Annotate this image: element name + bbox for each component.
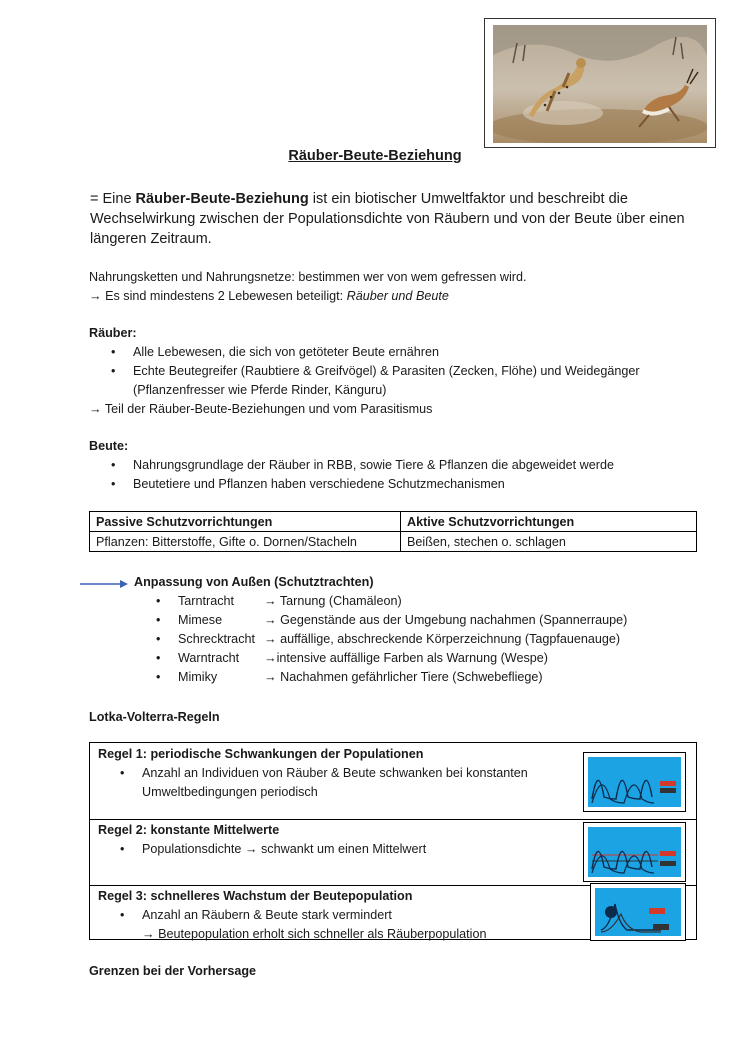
table-cell: Beißen, stechen o. schlagen bbox=[401, 532, 697, 552]
rule-1-chart-thumbnail bbox=[583, 752, 686, 812]
list-item: • Mimiky → Nachahmen gefährlicher Tiere (Schwebefliege) bbox=[134, 668, 724, 687]
rule-3-note: → Beutepopulation erholt sich schneller als Räuberpopulation bbox=[142, 927, 487, 941]
prey-section bbox=[89, 437, 709, 494]
list-item: • Anzahl an Individuen von Räuber & Beute schwanken bei konstanten Umweltbedingungen periodisch bbox=[98, 764, 558, 802]
intro-paragraph: = Eine Räuber-Beute-Beziehung ist ein biotischer Umweltfaktor und beschreibt die Wechselwirkung zwischen der Populationsdichte von Räubern und von der Beute über einen längeren Zeitraum. bbox=[90, 191, 685, 247]
list-item: • Mimese → Gegenstände aus der Umgebung nachahmen (Spannerraupe) bbox=[134, 611, 724, 630]
predator-heading: Räuber: bbox=[89, 326, 137, 340]
limits-heading: Grenzen bei der Vorhersage bbox=[89, 964, 257, 978]
rule-3-chart-thumbnail bbox=[590, 883, 686, 941]
arrow-right-icon bbox=[80, 578, 130, 590]
protection-table bbox=[89, 511, 697, 552]
predator-section bbox=[89, 324, 709, 419]
lotka-heading: Lotka-Volterra-Regeln bbox=[89, 710, 220, 724]
prey-heading: Beute: bbox=[89, 439, 129, 453]
list-item: • Beutetiere und Pflanzen haben verschiedene Schutzmechanismen bbox=[89, 475, 709, 494]
rule-1: Regel 1: periodische Schwankungen der Populationen • Anzahl an Individuen von Räuber & Beute schwanken bei konstanten Umweltbedingungen periodisch bbox=[90, 743, 696, 804]
list-item: • Tarntracht → Tarnung (Chamäleon) bbox=[134, 592, 724, 611]
list-item: • Anzahl an Räubern & Beute stark vermindert bbox=[98, 906, 558, 925]
adaptation-section bbox=[134, 573, 724, 687]
cheetah-gazelle-photo bbox=[484, 18, 716, 148]
list-item: • Alle Lebewesen, die sich von getöteter Beute ernähren bbox=[89, 343, 709, 362]
table-cell: Pflanzen: Bitterstoffe, Gifte o. Dornen/Stacheln bbox=[90, 532, 401, 552]
page-title: Räuber-Beute-Beziehung bbox=[288, 148, 462, 164]
list-item: • Echte Beutegreifer (Raubtiere & Greifvögel) & Parasiten (Zecken, Flöhe) und Weidegänger (Pflanzenfresser wie Pferde Rinder, Känguru) bbox=[89, 362, 709, 400]
table-header: Aktive Schutzvorrichtungen bbox=[401, 512, 697, 532]
table-header: Passive Schutzvorrichtungen bbox=[90, 512, 401, 532]
rule-2-chart-thumbnail bbox=[583, 822, 686, 882]
list-item: • Warntracht →intensive auffällige Farben als Warnung (Wespe) bbox=[134, 649, 724, 668]
list-item: • Populationsdichte → schwankt um einen Mittelwert bbox=[98, 840, 558, 859]
rule-3: Regel 3: schnelleres Wachstum der Beutepopulation • Anzahl an Räubern & Beute stark vermindert → Beutepopulation erholt sich schneller als Räuberpopulation bbox=[90, 885, 696, 946]
list-item: • Schrecktracht → auffällige, abschreckende Körperzeichnung (Tagpfauenauge) bbox=[134, 630, 724, 649]
intro-bold-term: Räuber-Beute-Beziehung bbox=[135, 191, 309, 207]
predator-note: → Teil der Räuber-Beute-Beziehungen und vom Parasitismus bbox=[89, 402, 433, 416]
list-item: • Nahrungsgrundlage der Räuber in RBB, sowie Tiere & Pflanzen die abgeweidet werde bbox=[89, 456, 709, 475]
food-chain-paragraph: Nahrungsketten und Nahrungsnetze: bestimmen wer von wem gefressen wird. → Es sind mindestens 2 Lebewesen beteiligt: Räuber und Beute bbox=[89, 270, 527, 303]
adaptation-heading: Anpassung von Außen (Schutztrachten) bbox=[134, 575, 374, 589]
rule-2: Regel 2: konstante Mittelwerte • Populationsdichte → schwankt um einen Mittelwert bbox=[90, 819, 696, 861]
